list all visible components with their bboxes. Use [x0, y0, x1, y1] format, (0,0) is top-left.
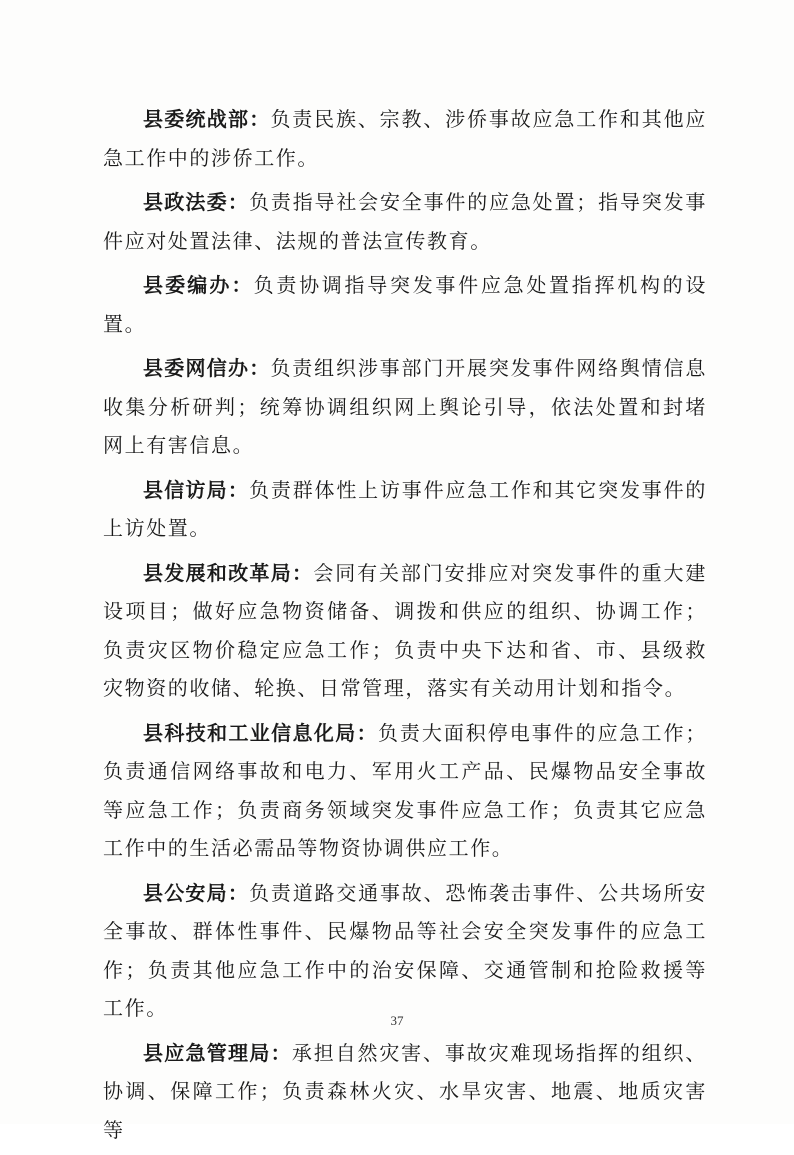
paragraph: [103, 349, 707, 465]
paragraph: [103, 100, 707, 177]
department-name: 县信访局：: [143, 477, 250, 502]
paragraph: [103, 183, 707, 260]
department-name: 县公安局：: [143, 880, 250, 905]
department-name: 县委编办：: [143, 273, 254, 297]
paragraph-text: 负责群体性上访事件应急工作和其它突发事件的上访处置。: [103, 477, 707, 540]
department-name: 县政法委：: [143, 190, 250, 214]
paragraph: [103, 714, 707, 868]
department-name: 县应急管理局：: [143, 1040, 292, 1065]
page-number: 37: [390, 1013, 404, 1028]
paragraph: [103, 266, 707, 343]
paragraph-text: 负责组织涉事部门开展突发事件网络舆情信息收集分析研判；统筹协调组织网上舆论引导，依法处置和封堵网上有害信息。: [103, 356, 708, 457]
paragraph: [103, 471, 707, 548]
paragraph-text: 负责道路交通事故、恐怖袭击事件、公共场所安全事故、群体性事件、民爆物品等社会安全突发事件的应急工作；负责其他应急工作中的治安保障、交通管制和抢险救援等工作。: [103, 880, 707, 1020]
document-body: [103, 100, 707, 1155]
paragraph-text: 负责民族、宗教、涉侨事故应急工作和其他应急工作中的涉侨工作。: [103, 107, 708, 170]
paragraph-text: 负责协调指导突发事件应急处置指挥机构的设置。: [103, 273, 707, 336]
department-name: 县委网信办：: [143, 356, 271, 380]
paragraph: [103, 1034, 707, 1150]
department-name: 县发展和改革局：: [143, 560, 314, 585]
paragraph-text: 承担自然灾害、事故灾难现场指挥的组织、协调、保障工作；负责森林火灾、水旱灾害、地震、地质灾害等: [103, 1040, 708, 1142]
paragraph-text: 负责指导社会安全事件的应急处置；指导突发事件应对处置法律、法规的普法宣传教育。: [103, 190, 707, 253]
department-name: 县委统战部：: [143, 107, 271, 131]
department-name: 县科技和工业信息化局：: [143, 720, 378, 745]
paragraph-text: 负责大面积停电事件的应急工作；负责通信网络事故和电力、军用火工产品、民爆物品安全事故等应急工作；负责商务领域突发事件应急工作；负责其它应急工作中的生活必需品等物资协调供应工作。: [103, 720, 708, 860]
paragraph: [103, 554, 707, 708]
paragraph: [103, 874, 707, 1028]
paragraph-text: 会同有关部门安排应对突发事件的重大建设项目；做好应急物资储备、调拨和供应的组织、协调工作；负责灾区物价稳定应急工作；负责中央下达和省、市、县级救灾物资的收储、轮换、日常管理，落实有关动用计划和指令。: [103, 560, 707, 700]
